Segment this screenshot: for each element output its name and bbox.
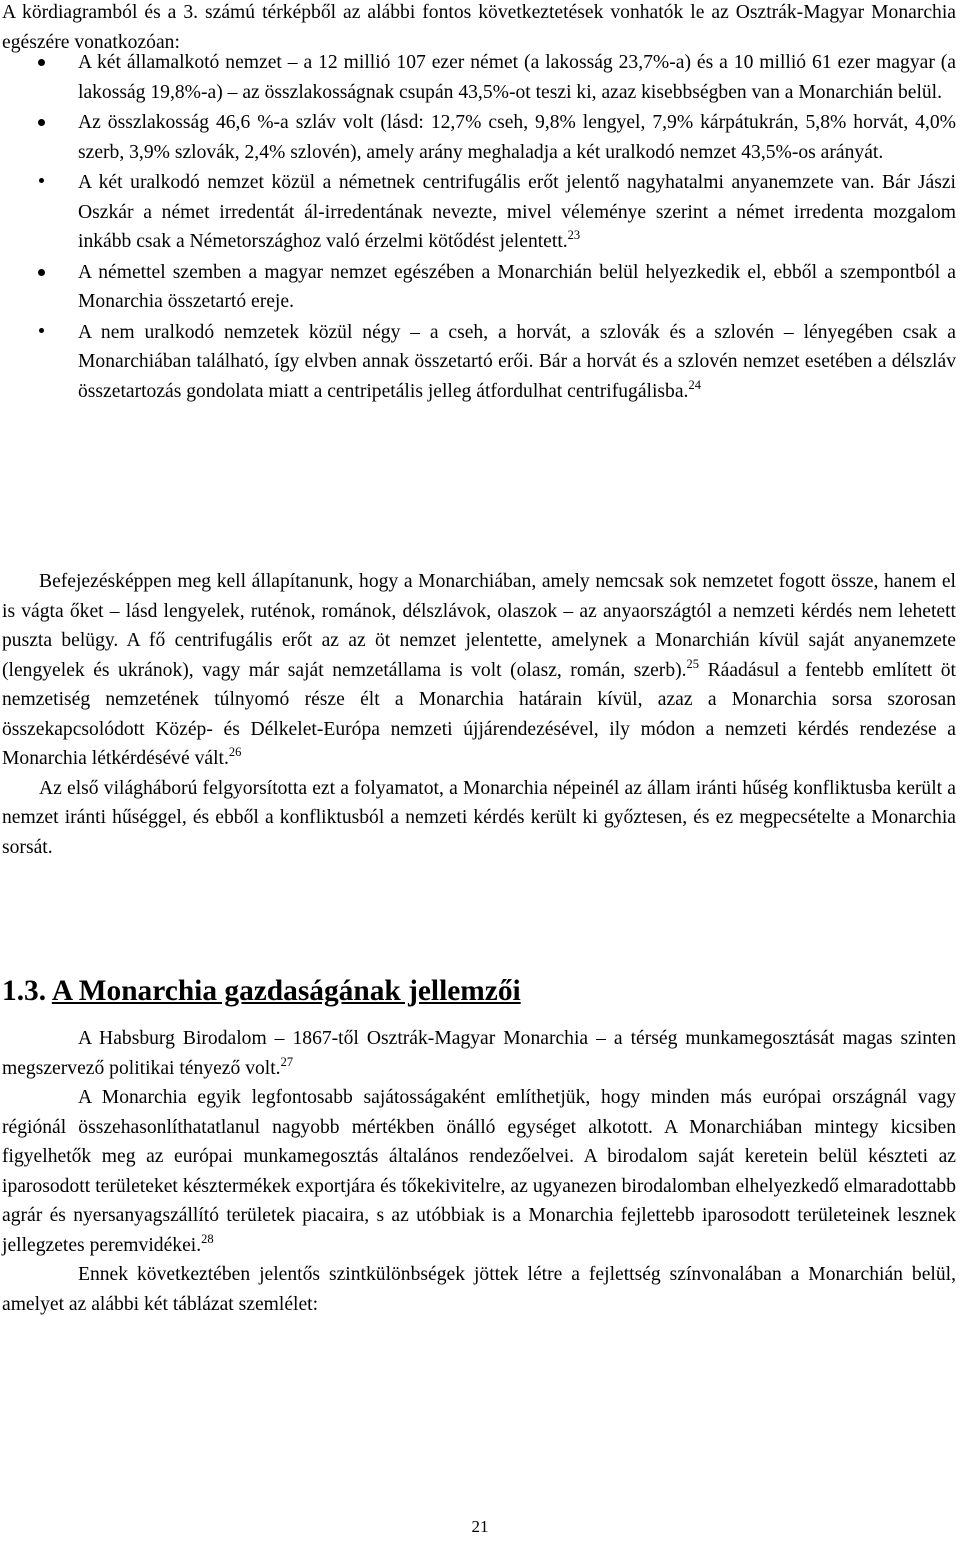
footnote-ref-24[interactable]: 24: [688, 377, 701, 392]
finding-text: A két államalkotó nemzet – a 12 millió 107 ezer német (a lakosság 23,7%-a) és a 10 millió 61 ezer magyar (a lakosság 19,8%-a) – az összlakosságnak csupán 43,5%-ot teszi ki, azaz kisebbségben van a Monarchián belül.: [78, 52, 956, 103]
finding-item-1: [2, 48, 956, 107]
findings-list: [2, 48, 956, 406]
section-heading: [2, 977, 521, 1007]
conclusion-paragraph-2: Az első világháború felgyorsította ezt a folyamatot, a Monarchia népeinél az állam iránti hűség konfliktusba került a nemzet iránti hűséggel, és ebből a konfliktusból a nemzeti kérdés került ki győztesen, és ez megpecsételte a Monarchia sorsát.: [2, 777, 956, 858]
footnote-ref-23[interactable]: 23: [567, 228, 581, 242]
section-paragraph-1: [2, 1024, 956, 1083]
section-text-2: A Monarchia egyik legfontosabb sajátosságaként említhetjük, hogy minden más európai országnál vagy régiónál összehasonlíthatatlanul nagyobb mértékben önálló egységet alkotott. A Monarchiában mintegy kicsiben figyelhetők meg az európai munkamegosztás általános rendezőelvei. A birodalom saját keretein belül készteti az iparosodott területeket késztermékek exportjára és tőkekivitelre, az ugyanezen birodalomban elhelyezkedő elmaradottabb agrár és nyersanyagszállító területek piacaira, s az utóbbiak is a Monarchia fejlettebb iparosodott területeinek lesznek jellegzetes peremvidékei.: [2, 1087, 956, 1256]
finding-text: Az összlakosság 46,6 %-a szláv volt (lásd: 12,7% cseh, 9,8% lengyel, 7,9% kárpátukrán, 5,8% horvát, 4,0% szerb, 3,9% szlovák, 2,4% szlovén), amely arány meghaladja a két uralkodó nemzet 43,5%-os arányát.: [78, 112, 956, 163]
conclusion-text-a: Befejezésképpen meg kell állapítanunk, hogy a Monarchiában, amely nemcsak sok nemzetet fogott össze, hanem el is vágta őket – lásd lengyelek, ruténok, románok, délszlávok, olaszok – az anyaországtól a nemzeti kérdés nem lehetett puszta belügy. A fő centrifugális erőt az az öt nemzet jelentette, amelynek a Monarchián kívül saját anyanemzete (lengyelek és ukránok), vagy már saját nemzetállama is volt (olasz, román, szerb).: [2, 571, 956, 681]
bullet-dot-icon: [39, 178, 44, 183]
bullet-dot-icon: [38, 269, 45, 276]
footnote-ref-25[interactable]: 25: [686, 656, 700, 671]
intro-paragraph: A kördiagramból és a 3. számú térképből az alábbi fontos következtetések vonhatók le az Osztrák-Magyar Monarchia egészére vonatkozóan:: [2, 2, 956, 53]
bullet-dot-icon: [39, 328, 44, 333]
section-body: [2, 1024, 956, 1319]
footnote-ref-27[interactable]: 27: [280, 1054, 294, 1069]
section-paragraph-3: Ennek következtében jelentős szintkülönbségek jöttek létre a fejlettség színvonalában a Monarchián belül, amelyet az alábbi két táblázat szemlélet:: [2, 1264, 956, 1315]
conclusion-block: [2, 567, 956, 862]
footnote-ref-26[interactable]: 26: [228, 745, 242, 759]
finding-item-4: [2, 258, 956, 317]
bullet-dot-icon: [38, 59, 45, 66]
finding-text: A némettel szemben a magyar nemzet egészében a Monarchián belül helyezkedik el, ebből a szempontból a Monarchia összetartó ereje.: [78, 261, 956, 312]
findings-list-block: [2, 48, 956, 406]
section-number: 1.3.: [2, 975, 47, 1007]
finding-text: A két uralkodó nemzet közül a németnek centrifugális erőt jelentő nagyhatalmi anyanemzete van. Bár Jászi Oszkár a német irredentát ál-irredentának nevezte, mivel véleménye szerint a német irredenta mozgalom inkább csak a Németországhoz való érzelmi kötődést jelentett.: [78, 172, 956, 252]
conclusion-text-b: Ráadásul a fentebb említett öt nemzetiség nemzetének túlnyomó része élt a Monarchia határain kívül, azaz a Monarchia sorsa szorosan összekapcsolódott Közép- és Délkelet-Európa nemzeti újjárendezésével, ily módon a nemzeti kérdés rendezése a Monarchia létkérdésévé vált.: [2, 659, 957, 769]
bullet-dot-icon: [38, 119, 45, 126]
finding-text: A nem uralkodó nemzetek közül négy – a cseh, a horvát, a szlovák és a szlovén – lényegében csak a Monarchiában található, így elvben annak összetartó erői. Bár a horvát és a szlovén nemzet esetében a délszláv összetartozás gondolata miatt a centripetális jelleg átfordulhat centrifugálisba.: [78, 321, 956, 402]
conclusion-paragraph-1: [2, 567, 956, 774]
section-text-1: A Habsburg Birodalom – 1867-től Osztrák-Magyar Monarchia – a térség munkamegosztását magas szinten megszervező politikai tényező volt.: [2, 1028, 956, 1079]
finding-item-2: [2, 108, 956, 167]
section-title: A Monarchia gazdaságának jellemzői: [51, 975, 521, 1007]
finding-item-5: [2, 318, 956, 407]
footnote-ref-28[interactable]: 28: [201, 1231, 214, 1246]
section-paragraph-2: [2, 1083, 956, 1260]
finding-item-3: [2, 168, 956, 257]
page-number: 21: [471, 1517, 489, 1536]
